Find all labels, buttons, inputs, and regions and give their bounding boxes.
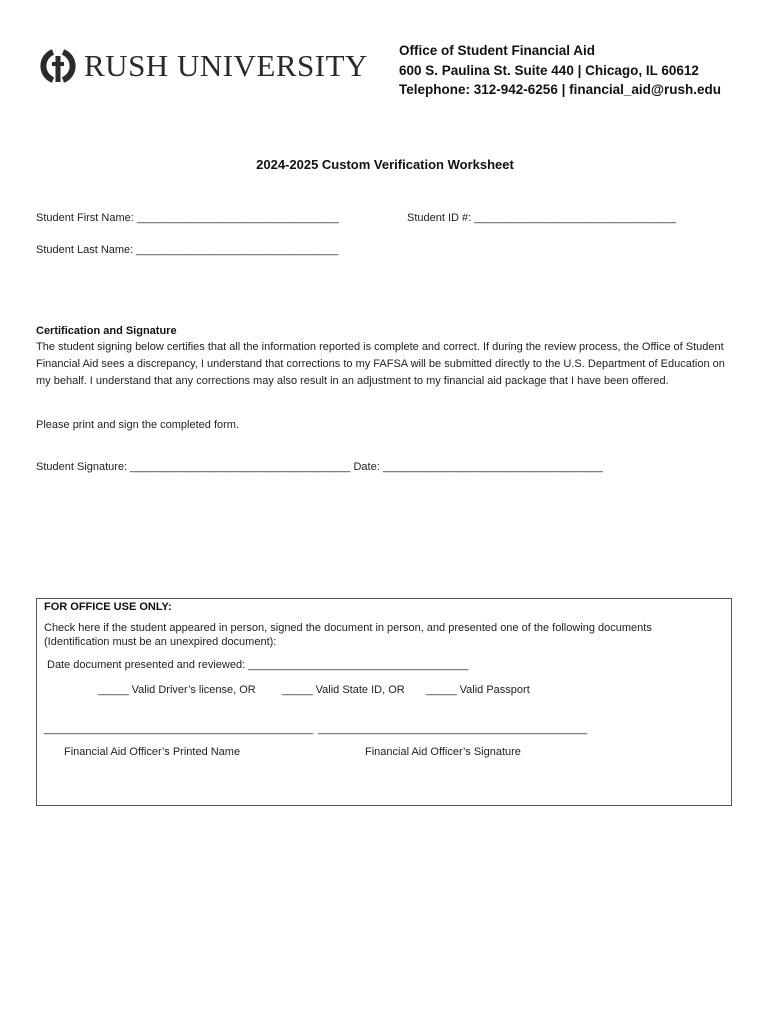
student-last-name-field[interactable]: Student Last Name: _________________________________ <box>36 244 339 256</box>
office-name: Office of Student Financial Aid <box>399 43 596 58</box>
office-contact: Telephone: 312-942-6256 | financial_aid@rush.edu <box>399 82 722 97</box>
student-first-name-field[interactable]: Student First Name: _________________________________ <box>36 212 339 224</box>
officer-printed-name-line[interactable]: ____________________________________________ <box>44 723 314 735</box>
certification-heading: Certification and Signature <box>36 325 177 337</box>
print-sign-instruction: Please print and sign the completed form. <box>36 419 240 431</box>
officer-signature-label: Financial Aid Officer’s Signature <box>365 746 521 758</box>
rush-emblem-icon <box>40 46 76 86</box>
office-use-identification-note: (Identification must be an unexpired document): <box>44 636 277 648</box>
student-signature-date-line[interactable]: Student Signature: ____________________________________ Date: ____________________________________ <box>36 461 604 473</box>
student-id-field[interactable]: Student ID #: _________________________________ <box>407 212 677 224</box>
drivers-license-check[interactable]: _____ Valid Driver’s license, OR <box>98 684 256 696</box>
document-title: 2024-2025 Custom Verification Worksheet <box>256 157 514 172</box>
date-reviewed-line[interactable]: Date document presented and reviewed: ____________________________________ <box>47 659 469 671</box>
office-contact-block <box>399 41 721 100</box>
office-use-instruction: Check here if the student appeared in person, signed the document in person, and presented one of the following documents <box>44 622 652 634</box>
state-id-check[interactable]: _____ Valid State ID, OR <box>282 684 405 696</box>
certification-statement: The student signing below certifies that all the information reported is complete and correct. If during the review process, the Office of Student Financial Aid sees a discrepancy, I understand that corrections to my FAFSA will be submitted directly to the U.S. Department of Education on my behalf. I understand that any corrections may also result in an adjustment to my financial aid package that I have been offered. <box>36 341 725 387</box>
passport-check[interactable]: _____ Valid Passport <box>426 684 530 696</box>
office-address: 600 S. Paulina St. Suite 440 | Chicago, IL 60612 <box>399 62 699 78</box>
office-use-box <box>36 598 732 806</box>
rush-university-logo <box>40 44 368 88</box>
officer-printed-name-label: Financial Aid Officer’s Printed Name <box>64 746 241 758</box>
officer-signature-line[interactable]: ____________________________________________ <box>318 723 588 735</box>
office-use-heading: FOR OFFICE USE ONLY: <box>44 601 172 613</box>
logo-wordmark: RUSH UNIVERSITY <box>84 48 368 83</box>
